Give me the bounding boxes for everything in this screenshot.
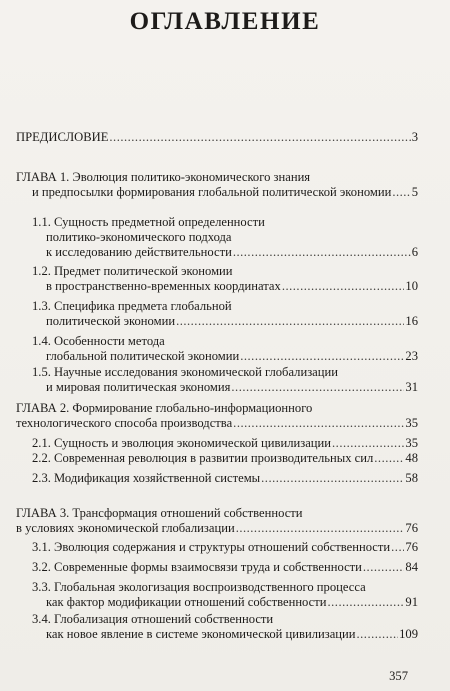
dot-leader bbox=[231, 380, 404, 395]
toc-page-number: 5 bbox=[411, 185, 418, 199]
toc-entry bbox=[32, 612, 418, 642]
toc-entry bbox=[32, 365, 418, 395]
toc-page-number: 35 bbox=[405, 416, 418, 430]
dot-leader bbox=[261, 471, 404, 486]
toc-entry bbox=[16, 170, 418, 200]
toc-entry-leader-row bbox=[32, 627, 418, 642]
toc-page-number: 91 bbox=[405, 595, 418, 609]
toc-entry bbox=[32, 560, 418, 575]
toc-entry-line: 2.1. Сущность и эволюция экономической цивилизации bbox=[32, 436, 332, 450]
toc-entry-leader-row bbox=[32, 451, 418, 466]
toc-entry-line: глобальной политической экономии bbox=[46, 349, 240, 363]
toc-entry bbox=[16, 506, 418, 536]
dot-leader bbox=[374, 451, 404, 466]
toc-entry-leader-row bbox=[32, 314, 418, 329]
toc-entry bbox=[32, 215, 418, 260]
toc-page-number: 23 bbox=[405, 349, 418, 363]
toc-page-number: 16 bbox=[405, 314, 418, 328]
toc-page-number: 3 bbox=[411, 130, 418, 144]
toc-page-number: 6 bbox=[411, 245, 418, 259]
toc-entry-leader-row bbox=[16, 416, 418, 431]
toc-entry-line: политико-экономического подхода bbox=[46, 230, 232, 244]
toc-entry-line: ГЛАВА 1. Эволюция политико-экономического знания bbox=[16, 170, 311, 184]
toc-entry-line: в пространственно-временных координатах bbox=[46, 279, 281, 293]
dot-leader bbox=[109, 130, 410, 145]
toc-entry-line: 1.5. Научные исследования экономической глобализации bbox=[32, 365, 338, 379]
dot-leader bbox=[176, 314, 404, 329]
toc-entry-line: технологического способа производства bbox=[16, 416, 233, 430]
toc-entry-line: как новое явление в системе экономической цивилизации bbox=[46, 627, 356, 641]
toc-entry-leader-row bbox=[32, 471, 418, 486]
toc-entry-line: 1.2. Предмет политической экономии bbox=[32, 264, 233, 278]
toc-entry-line: и мировая политическая экономия bbox=[46, 380, 231, 394]
toc-entry bbox=[32, 334, 418, 364]
dot-leader bbox=[392, 185, 410, 200]
toc-entry bbox=[32, 436, 418, 451]
dot-leader bbox=[363, 560, 405, 575]
dot-leader bbox=[233, 416, 404, 431]
toc-entry-line: в условиях экономической глобализации bbox=[16, 521, 235, 535]
toc-entry-line: 2.3. Модификация хозяйственной системы bbox=[32, 471, 261, 485]
toc-entry-line: 3.4. Глобализация отношений собственности bbox=[32, 612, 274, 626]
toc-entry-line: 1.3. Специфика предмета глобальной bbox=[32, 299, 232, 313]
toc-entry-line: 3.1. Эволюция содержания и структуры отношений собственности bbox=[32, 540, 391, 554]
toc-entry-line: ГЛАВА 2. Формирование глобально-информационного bbox=[16, 401, 313, 415]
toc-entry bbox=[32, 299, 418, 329]
toc-entry-leader-row bbox=[32, 436, 418, 451]
page-number: 357 bbox=[389, 669, 408, 683]
toc-page-number: 10 bbox=[405, 279, 418, 293]
dot-leader bbox=[233, 245, 411, 260]
toc-entry bbox=[32, 540, 418, 555]
toc-page-number: 109 bbox=[399, 627, 418, 641]
toc-entry-line: ПРЕДИСЛОВИЕ bbox=[16, 130, 109, 144]
toc-entry-line: к исследованию действительности bbox=[46, 245, 232, 259]
toc-entry bbox=[32, 264, 418, 294]
toc-entry bbox=[16, 130, 418, 145]
toc-entry-leader-row bbox=[16, 130, 418, 145]
page-title: ОГЛАВЛЕНИЕ bbox=[129, 8, 321, 35]
toc-entry-leader-row bbox=[16, 521, 418, 536]
toc-entry-line: 2.2. Современная революция в развитии производительных сил bbox=[32, 451, 374, 465]
toc-page-number: 35 bbox=[405, 436, 418, 450]
toc-page-number: 48 bbox=[405, 451, 418, 465]
dot-leader bbox=[240, 349, 404, 364]
dot-leader bbox=[236, 521, 405, 536]
toc-entry-leader-row bbox=[16, 185, 418, 200]
toc-entry bbox=[32, 580, 418, 610]
toc-entry-line: политической экономии bbox=[46, 314, 176, 328]
toc-entry-line: 1.4. Особенности метода bbox=[32, 334, 165, 348]
toc-entry-line: как фактор модификации отношений собственности bbox=[46, 595, 327, 609]
toc-entry-line: 3.3. Глобальная экологизация воспроизводственного процесса bbox=[32, 580, 366, 594]
dot-leader bbox=[328, 595, 405, 610]
toc-entry bbox=[16, 401, 418, 431]
toc-entry-line: 3.2. Современные формы взаимосвязи труда и собственности bbox=[32, 560, 362, 574]
toc-page-number: 84 bbox=[405, 560, 418, 574]
dot-leader bbox=[282, 279, 405, 294]
toc-page-number: 76 bbox=[405, 540, 418, 554]
toc-entry-leader-row bbox=[32, 380, 418, 395]
toc-entry bbox=[32, 471, 418, 486]
toc-entry-leader-row bbox=[32, 279, 418, 294]
toc-entry-leader-row bbox=[32, 540, 418, 555]
toc-entry bbox=[32, 451, 418, 466]
toc-page-number: 76 bbox=[405, 521, 418, 535]
toc-entry-leader-row bbox=[32, 595, 418, 610]
toc-entry-leader-row bbox=[32, 349, 418, 364]
dot-leader bbox=[332, 436, 404, 451]
toc-entry-line: ГЛАВА 3. Трансформация отношений собственности bbox=[16, 506, 303, 520]
dot-leader bbox=[391, 540, 404, 555]
toc-entry-leader-row bbox=[32, 245, 418, 260]
toc-entry-line: и предпосылки формирования глобальной политической экономии bbox=[32, 185, 392, 199]
dot-leader bbox=[357, 627, 399, 642]
toc-entry-line: 1.1. Сущность предметной определенности bbox=[32, 215, 265, 229]
toc-entry-leader-row bbox=[32, 560, 418, 575]
toc-page-number: 31 bbox=[405, 380, 418, 394]
toc-page-number: 58 bbox=[405, 471, 418, 485]
